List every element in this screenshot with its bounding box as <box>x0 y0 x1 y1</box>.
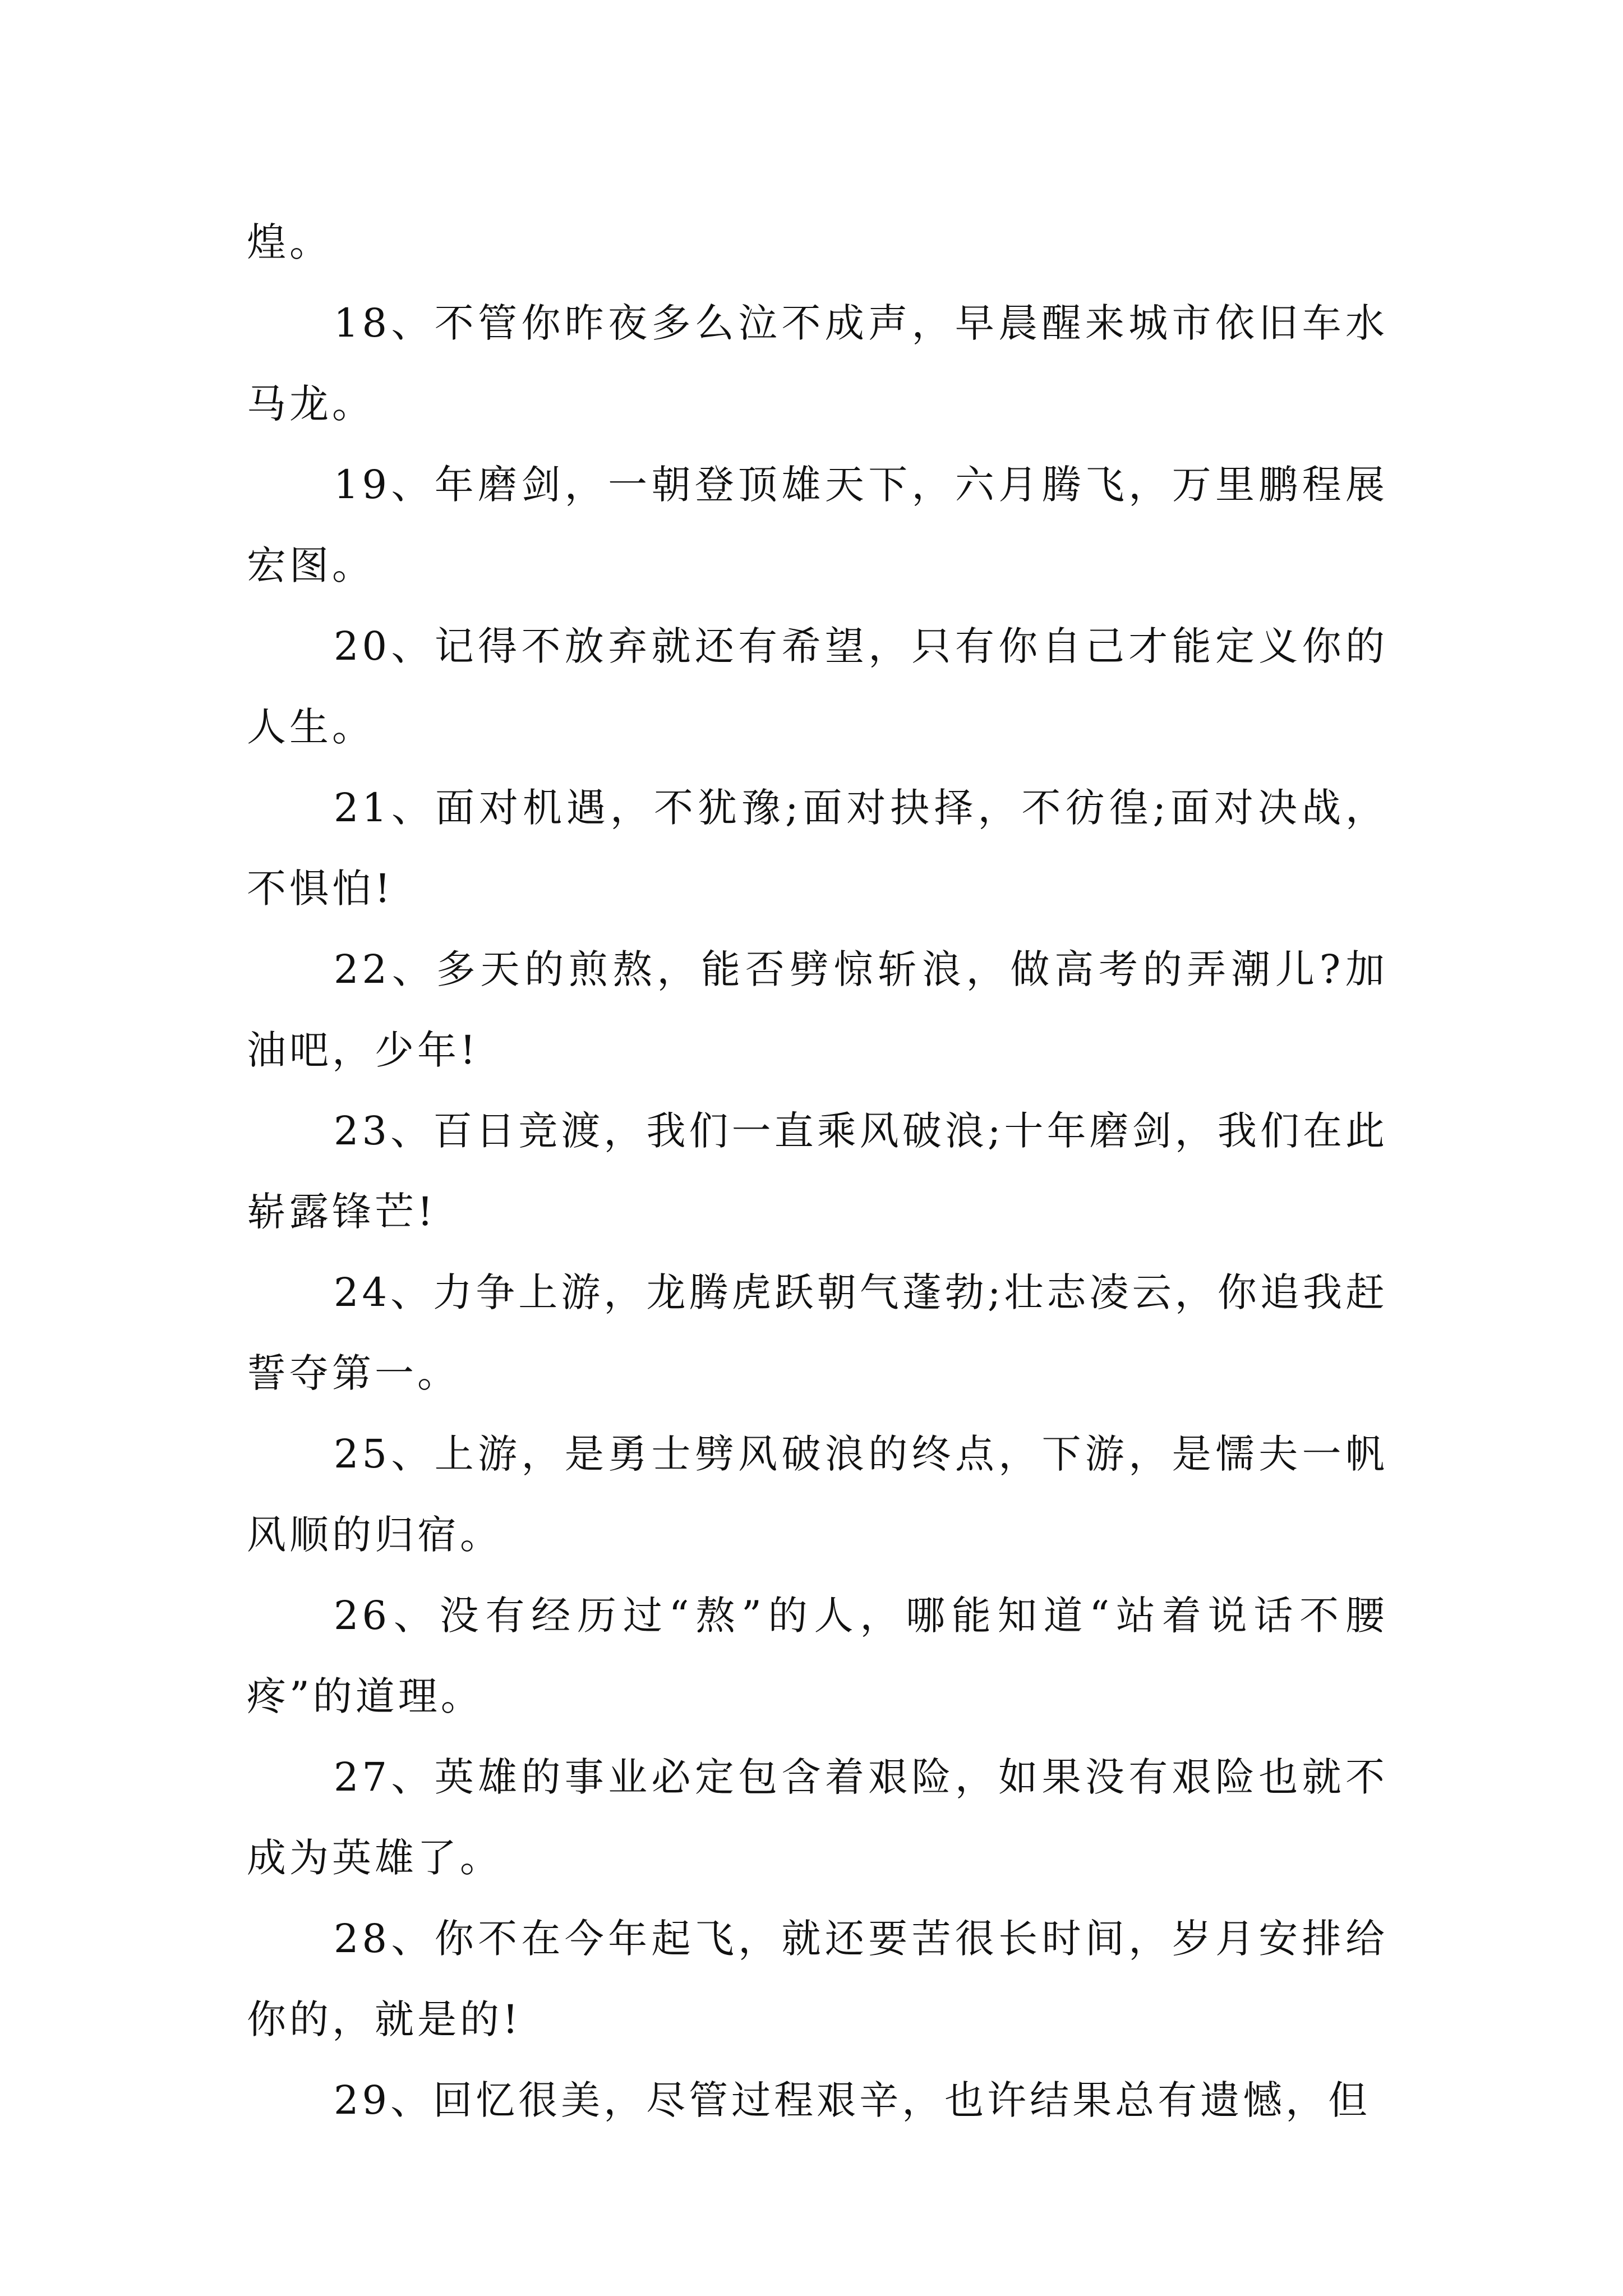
paragraph-24: 24、力争上游，龙腾虎跃朝气蓬勃;壮志凌云，你追我赶誓夺第一。 <box>247 1269 1388 1396</box>
paragraph-27: 27、英雄的事业必定包含着艰险，如果没有艰险也就不成为英雄了。 <box>247 1754 1388 1881</box>
paragraph-continuation: 煌。 <box>247 219 332 265</box>
paragraph-20: 20、记得不放弃就还有希望，只有你自己才能定义你的人生。 <box>247 623 1388 750</box>
paragraph-19: 19、年磨剑，一朝登顶雄天下，六月腾飞，万里鹏程展宏图。 <box>247 462 1388 588</box>
paragraph-26: 26、没有经历过“熬”的人，哪能知道“站着说话不腰疼”的道理。 <box>247 1593 1388 1719</box>
paragraph-18: 18、不管你昨夜多么泣不成声，早晨醒来城市依旧车水马龙。 <box>247 300 1388 427</box>
document-body <box>247 202 1388 2141</box>
paragraph-28: 28、你不在今年起飞，就还要苦很长时间，岁月安排给你的，就是的! <box>247 1916 1388 2042</box>
paragraph-29: 29、回忆很美，尽管过程艰辛，也许结果总有遗憾，但 <box>334 2077 1371 2123</box>
paragraph-21: 21、面对机遇，不犹豫;面对抉择，不彷徨;面对决战，不惧怕! <box>247 785 1388 912</box>
paragraph-23: 23、百日竞渡，我们一直乘风破浪;十年磨剑，我们在此崭露锋芒! <box>247 1108 1388 1235</box>
paragraph-22: 22、多天的煎熬，能否劈惊斩浪，做高考的弄潮儿?加油吧，少年! <box>247 946 1388 1073</box>
paragraph-25: 25、上游，是勇士劈风破浪的终点，下游，是懦夫一帆风顺的归宿。 <box>247 1431 1388 1558</box>
